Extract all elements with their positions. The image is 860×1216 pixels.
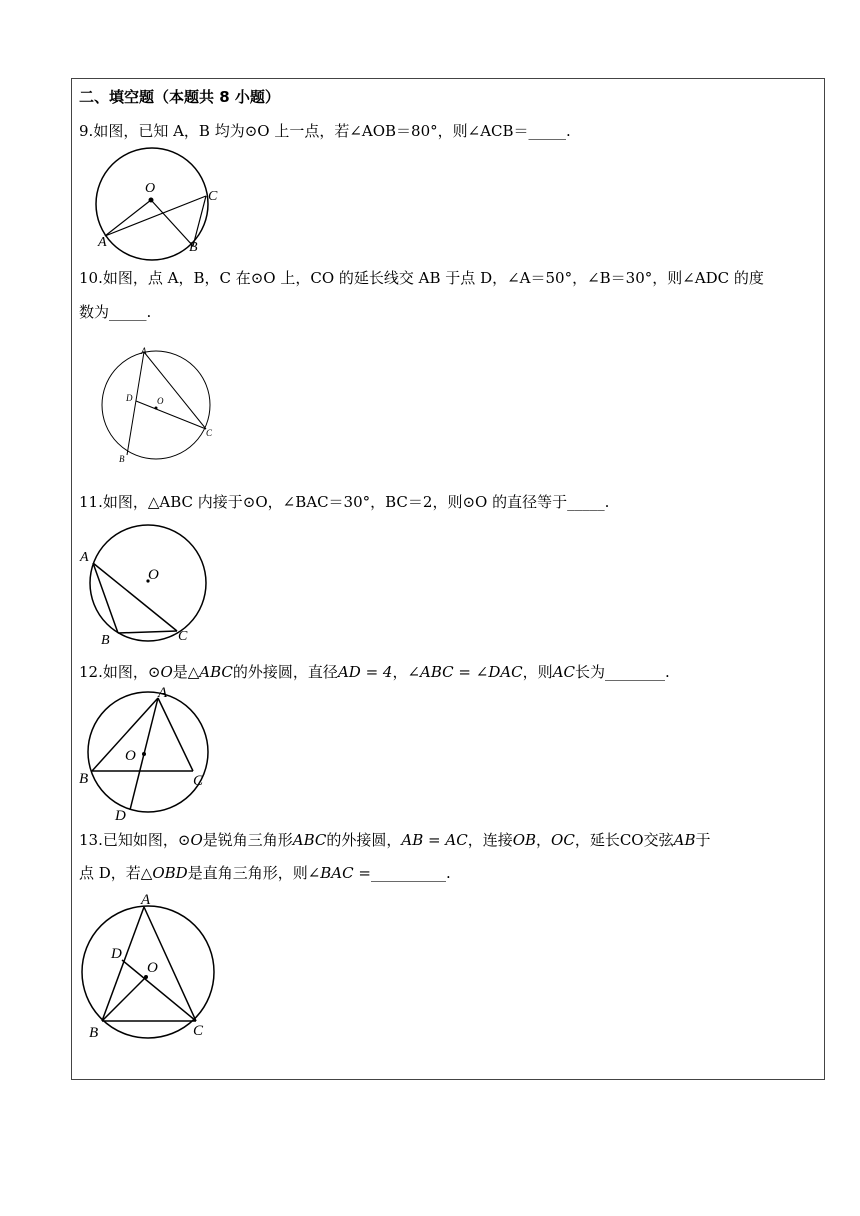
q13-figure — [78, 890, 228, 1045]
q13-number: 13. — [79, 831, 103, 849]
q12-label-b: B — [79, 771, 89, 787]
question-12 — [79, 662, 670, 682]
q12-text-a: 如图， — [102, 663, 148, 681]
q13-abc: ABC — [292, 831, 327, 849]
q12-ad-equation: AD = 4 — [337, 663, 393, 681]
q13-label-a: A — [141, 892, 151, 908]
q12-text-f: 长为________. — [575, 663, 670, 681]
q11-number: 11. — [79, 493, 103, 511]
q12-ac: AC — [552, 663, 575, 681]
q13-text-e: ， — [536, 831, 552, 849]
q11-figure — [78, 523, 213, 648]
q9-segment-ac — [105, 196, 206, 236]
question-9 — [79, 121, 571, 141]
q9-label-c: C — [208, 189, 218, 204]
q13-label-d: D — [111, 946, 122, 962]
q13-oc: OC — [551, 831, 575, 849]
q9-segment-bc — [193, 196, 206, 246]
q10-segment-cd — [136, 401, 206, 429]
q9-label-o: O — [145, 181, 156, 196]
q11-label-o: O — [148, 567, 159, 583]
q12-angle-equation: ∠ABC = ∠DAC — [407, 663, 523, 681]
q12-text-b: 是 — [172, 663, 188, 681]
q9-segment-oa — [105, 200, 151, 236]
q13-ab-equation: AB = AC — [401, 831, 468, 849]
q11-label-c: C — [178, 629, 188, 644]
q11-circle — [90, 525, 206, 641]
q10-label-b: B — [119, 454, 125, 464]
q11-label-a: A — [80, 550, 89, 565]
q12-label-a: A — [158, 685, 168, 701]
q12-triangle-abc: △ABC — [187, 663, 233, 681]
q13-text-b: 是锐角三角形 — [202, 831, 293, 849]
q12-center-point — [142, 752, 146, 756]
q10-segment-ac — [144, 352, 206, 429]
q13-label-c: C — [193, 1023, 204, 1039]
question-13-line-1 — [79, 830, 710, 850]
q13-circle-o: ⊙O — [177, 831, 203, 849]
q13-segment-ob — [102, 977, 146, 1021]
q13-line2-a: 点 D，若 — [79, 864, 141, 882]
q9-number: 9. — [79, 122, 94, 140]
q13-text-a: 已知如图， — [102, 831, 178, 849]
q9-text: 如图，已知 A，B 均为⊙O 上一点，若∠AOB＝80°，则∠ACB＝_____. — [93, 122, 571, 140]
q12-number: 12. — [79, 663, 103, 681]
q13-ob: OB — [512, 831, 537, 849]
q13-ab: AB — [673, 831, 696, 849]
q12-text-c: 的外接圆，直径 — [232, 663, 338, 681]
question-10-line-2: 数为_____. — [79, 303, 152, 321]
q13-line2-b: 是直角三角形，则 — [187, 864, 308, 882]
q12-label-c: C — [193, 773, 204, 789]
q13-label-o: O — [147, 960, 158, 976]
q9-label-a: A — [98, 235, 107, 250]
q13-text-f: ，延长CO交弦 — [574, 831, 674, 849]
q13-text-d: ，连接 — [467, 831, 513, 849]
q10-label-c: C — [206, 428, 213, 438]
q13-angle-bac: ∠BAC = — [307, 864, 371, 882]
q9-segment-ob — [151, 200, 193, 246]
q10-number: 10. — [79, 269, 103, 287]
q10-text-line-1: 如图，点 A，B，C 在⊙O 上，CO 的延长线交 AB 于点 D，∠A＝50°，∠B＝30°，则∠ADC 的度 — [102, 269, 764, 287]
q13-triangle-obd: △OBD — [140, 864, 188, 882]
question-10-line-1 — [79, 268, 764, 288]
q10-label-d: D — [126, 393, 133, 403]
q12-figure — [78, 684, 218, 824]
q13-line2-c: __________. — [370, 864, 451, 882]
q9-center-point — [149, 198, 154, 203]
q11-label-b: B — [101, 633, 110, 648]
q13-segment-ab — [102, 907, 144, 1021]
q13-label-b: B — [89, 1025, 99, 1041]
q12-text-d: ， — [392, 663, 408, 681]
question-11 — [79, 492, 609, 512]
q12-text-e: ，则 — [522, 663, 553, 681]
q13-text-c: 的外接圆， — [326, 831, 402, 849]
q11-segment-bc — [118, 631, 177, 633]
q12-segment-ac — [158, 698, 193, 771]
q9-figure — [95, 160, 225, 260]
q13-text-g: 于 — [695, 831, 711, 849]
question-13-line-2 — [79, 863, 451, 883]
q10-center-point — [155, 407, 158, 410]
q10-label-o: O — [157, 396, 164, 406]
q12-circle-o: ⊙O — [147, 663, 173, 681]
q12-label-d: D — [115, 808, 126, 824]
q10-label-a: A — [141, 346, 147, 356]
q10-figure — [100, 345, 225, 465]
q9-label-b: B — [189, 240, 198, 255]
q12-label-o: O — [125, 748, 136, 764]
q11-text: 如图，△ABC 内接于⊙O，∠BAC＝30°，BC＝2，则⊙O 的直径等于_____. — [102, 493, 610, 511]
section-title: 二、填空题（本题共 8 小题） — [79, 88, 280, 106]
